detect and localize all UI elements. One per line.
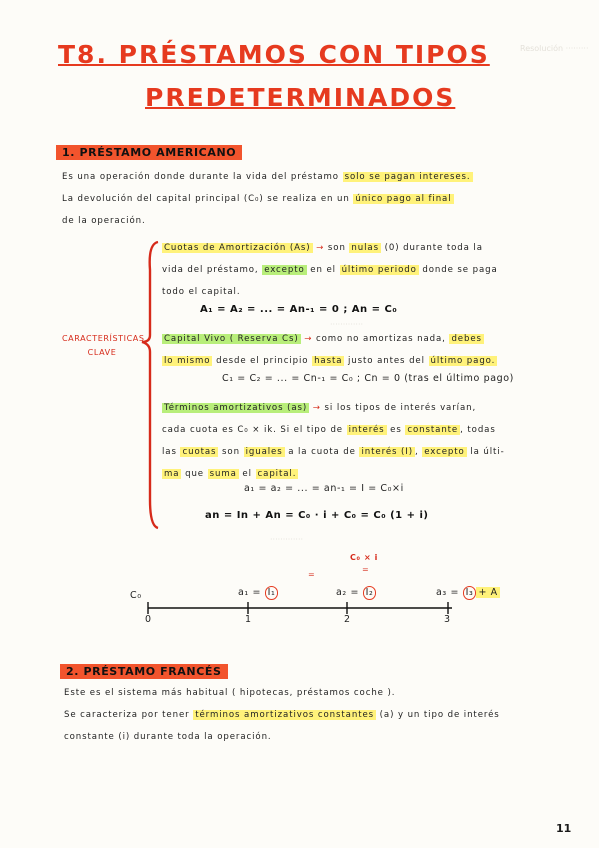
timeline-axis [140, 600, 470, 620]
timeline-a2: a₂ = I₂ [336, 586, 376, 600]
item3-label: Términos amortizativos (as) [164, 403, 308, 413]
item2-label: Capital Vivo ( Reserva Cs) [164, 334, 299, 344]
timeline-a3: a₃ = I₃ + A [436, 587, 498, 598]
item1-label: Cuotas de Amortización (As) [164, 243, 311, 253]
formula-amortizacion: A₁ = A₂ = ... = An-₁ = 0 ; An = C₀ [200, 304, 398, 315]
page-title-line1: T8. PRÉSTAMOS CON TIPOS [58, 40, 490, 69]
curly-brace [138, 240, 162, 530]
intro-paragraph: Es una operación donde durante la vida del préstamo solo se pagan intereses. La devolución del capital principal (C₀) se realiza en un único pago al final de la operación. [62, 172, 471, 226]
formula-terminos-2: an = In + An = C₀ · i + C₀ = C₀ (1 + i) [205, 510, 429, 521]
page-title-line2: PREDETERMINADOS [145, 83, 456, 112]
bleed-text: ············· [330, 320, 364, 329]
item-capital-vivo: Capital Vivo ( Reserva Cs) → como no amortizas nada, debes lo mismo desde el principio hasta justo antes del último pago. [164, 334, 496, 366]
section-heading-americano: 1. PRÉSTAMO AMERICANO [56, 145, 242, 160]
bleed-text: Resolución ········· [520, 44, 589, 53]
formula-terminos-1: a₁ = a₂ = ... = an-₁ = I = C₀×i [244, 483, 404, 494]
timeline-tick-0: 0 [145, 614, 152, 625]
item-cuotas-amortizacion: Cuotas de Amortización (As) → son nulas (0) durante toda la vida del préstamo, excepto en el último periodo donde se paga todo el capital. [162, 243, 498, 297]
formula-capital-vivo: C₁ = C₂ = ... = Cn-₁ = C₀ ; Cn = 0 (tras el último pago) [222, 373, 514, 384]
side-label: CARACTERÍSTICAS CLAVE [62, 334, 145, 357]
page-number: 11 [556, 822, 572, 835]
timeline-tick-2: 2 [344, 614, 351, 625]
timeline-note: C₀ × i [350, 553, 378, 562]
timeline-tick-1: 1 [245, 614, 252, 625]
timeline-eq-mark: = [308, 570, 316, 579]
item-terminos-amortizativos: Términos amortizativos (as) → si los tipos de interés varían, cada cuota es C₀ × ik. Si el tipo de interés es constante , todas las cuotas son iguales a la cuota de interés (I) , excepto la últi- ma que suma el capital. [162, 403, 505, 479]
section-heading-frances: 2. PRÉSTAMO FRANCÉS [60, 664, 228, 679]
timeline-c0: C₀ [130, 590, 142, 601]
bleed-text: ············· [270, 535, 304, 544]
timeline-note-eq: = [362, 565, 370, 574]
timeline-tick-3: 3 [444, 614, 451, 625]
timeline-a1: a₁ = I₁ [238, 586, 278, 600]
frances-paragraph: Este es el sistema más habitual ( hipotecas, préstamos coche ). Se caracteriza por tener términos amortizativos constantes (a) y un tipo de interés constante (i) durante toda la operación. [64, 688, 500, 742]
